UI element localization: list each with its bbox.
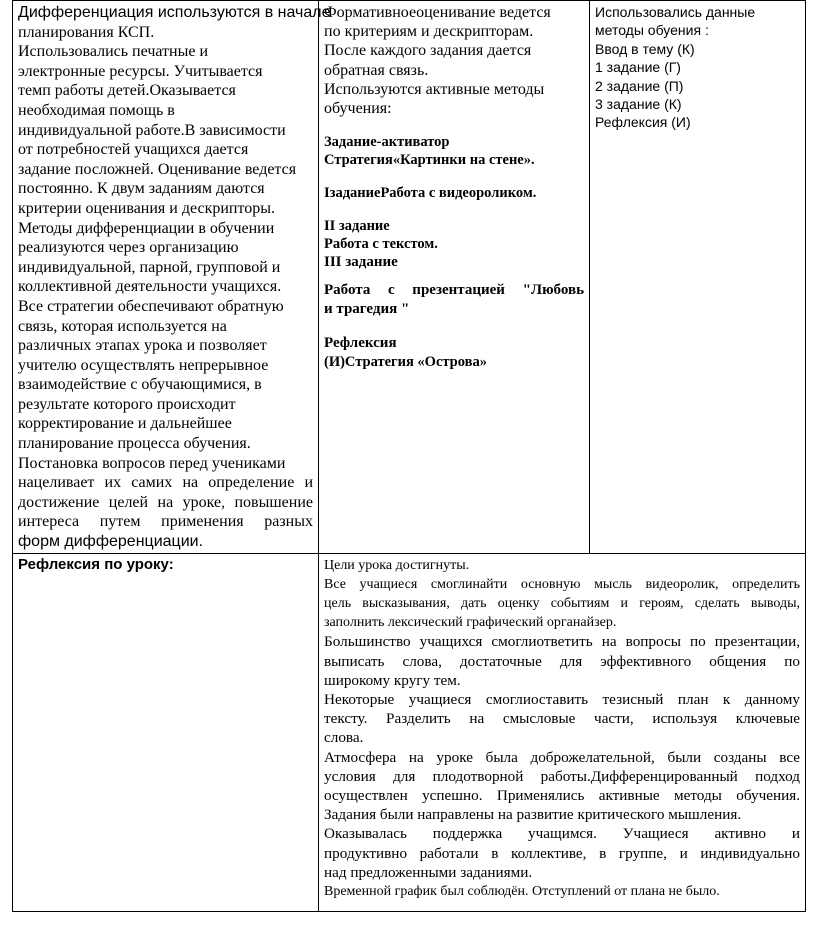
text-line: широкому кругу тем. (324, 671, 461, 689)
differentiation-cell (13, 1, 331, 554)
text-line: Дифференциация используются в начале (18, 4, 331, 21)
reflection-text-cell (319, 553, 806, 911)
reflection-label-cell (13, 553, 319, 911)
text-line: постоянно. К двум заданиям даются (18, 180, 265, 198)
methods-list (595, 3, 800, 132)
text-line: задание посложней. Оценивание ведется (18, 160, 297, 178)
table-row (13, 1, 806, 554)
text-line: Рефлексия (И) (595, 114, 691, 131)
text-line: 3 задание (К) (595, 96, 682, 113)
text-line: связь, которая используется на (18, 317, 227, 335)
text-line: Методы дифференциации в обучении (18, 219, 275, 237)
text-line: методы обуения : (595, 22, 709, 39)
text-line: планирования КСП. (18, 23, 155, 41)
text-line: взаимодействие с обучающимися, в (18, 376, 262, 394)
lesson-plan-table (12, 0, 806, 912)
text-line: тексту. Разделить на смысловые части, используя ключевые (324, 710, 800, 728)
activator-strategy: Стратегия«Картинки на стене». (324, 152, 535, 169)
text-line: Использовались данные (595, 4, 756, 20)
text-line: коллективной деятельности учащихся. (18, 278, 282, 296)
text-line: достижение целей на уроке, повышение (18, 493, 313, 511)
text-line: темп работы детей.Оказывается (18, 82, 236, 100)
text-line: реализуются через организацию (18, 239, 239, 257)
text-line: обратная связь. (324, 61, 429, 79)
text-line: необходимая помощь в (18, 101, 175, 119)
assessment-intro (324, 3, 584, 118)
text-line: электронные ресурсы. Учитывается (18, 62, 263, 80)
reflection-title: Рефлексия (324, 335, 397, 352)
assessment-cell (319, 1, 590, 554)
differentiation-text (18, 3, 331, 552)
task-2-title: II задание (324, 218, 390, 235)
text-line: После каждого задания дается (324, 42, 532, 60)
text-line: обучения: (324, 100, 392, 118)
text-line: учителю осуществлять непрерывное (18, 356, 269, 374)
text-line: заполнить лексический графический органайзер. (324, 615, 617, 631)
text-line: 1 задание (Г) (595, 59, 681, 76)
text-line: Большинство учащихся смоглиответить на вопросы по презентации, (324, 633, 800, 651)
text-line: Использовались печатные и (18, 43, 209, 61)
activator-title: Задание-активатор (324, 134, 450, 151)
text-line: Оказывалась поддержка учащимся. Учащиеся активно и (324, 825, 800, 843)
text-line: Ввод в тему (К) (595, 40, 695, 57)
text-line: Цели урока достигнуты. (324, 557, 470, 573)
text-line: осуществлен успешно. Применялись активные методы обучения. (324, 787, 800, 805)
text-line: результате которого происходит (18, 395, 236, 413)
text-line: индивидуальной работе.В зависимости (18, 121, 286, 139)
task-3-line-1: Работа с презентацией "Любовь (324, 282, 584, 299)
text-line: нацеливает их самих на определение и (18, 474, 313, 492)
task-3-title: III задание (324, 254, 398, 271)
text-line: по критериям и дескрипторам. (324, 23, 534, 41)
table-row (13, 553, 806, 911)
text-line: интереса путем применения разных (18, 513, 313, 531)
text-line: Некоторые учащиеся смоглиоставить тезисный план к данному (324, 691, 800, 709)
text-line: Постановка вопросов перед учениками (18, 454, 286, 472)
task-1: IзаданиеРабота с видеороликом. (324, 185, 537, 202)
text-line: форм дифференциации. (18, 533, 204, 551)
text-line: Формативноеоценивание ведется (324, 4, 551, 21)
text-line: 2 задание (П) (595, 77, 684, 94)
text-line: корректирование и дальнейшее (18, 415, 232, 433)
reflection-strategy: (И)Стратегия «Острова» (324, 354, 487, 371)
text-line: условия для плодотворной работы.Дифференцированный подход (324, 767, 800, 785)
text-line: выписать слова, достаточные для эффективного общения по (324, 652, 800, 670)
text-line: цель высказывания, дать оценку событиям и героям, сделать выводы, (324, 596, 800, 612)
methods-cell (590, 1, 806, 554)
text-line: Задания были направлены на развитие критического мышления. (324, 806, 742, 824)
text-line: критерии оценивания и дескрипторы. (18, 199, 276, 217)
text-line: Временной график был соблюдён. Отступлений от плана не было. (324, 884, 720, 900)
task-2-text: Работа с текстом. (324, 236, 438, 253)
reflection-text (324, 556, 800, 902)
text-line: различных этапах урока и позволяет (18, 337, 267, 355)
text-line: слова. (324, 729, 364, 747)
text-line: от потребностей учащихся дается (18, 141, 249, 159)
text-line: продуктивно работали в коллективе, в группе, и индивидуально (324, 844, 800, 862)
text-line: над предложенными заданиями. (324, 863, 533, 881)
text-line: Все стратегии обеспечивают обратную (18, 297, 284, 315)
text-line: Используются активные методы (324, 80, 545, 98)
text-line: планирование процесса обучения. (18, 435, 251, 453)
text-line: Все учащиеся смоглинайти основную мысль видеоролик, определить (324, 576, 800, 592)
text-line: индивидуальной, парной, групповой и (18, 258, 281, 276)
text-line: Атмосфера на уроке была доброжелательной, были созданы все (324, 748, 800, 766)
reflection-label: Рефлексия по уроку: (18, 555, 174, 573)
task-3-line-2: и трагедия " (324, 301, 410, 318)
